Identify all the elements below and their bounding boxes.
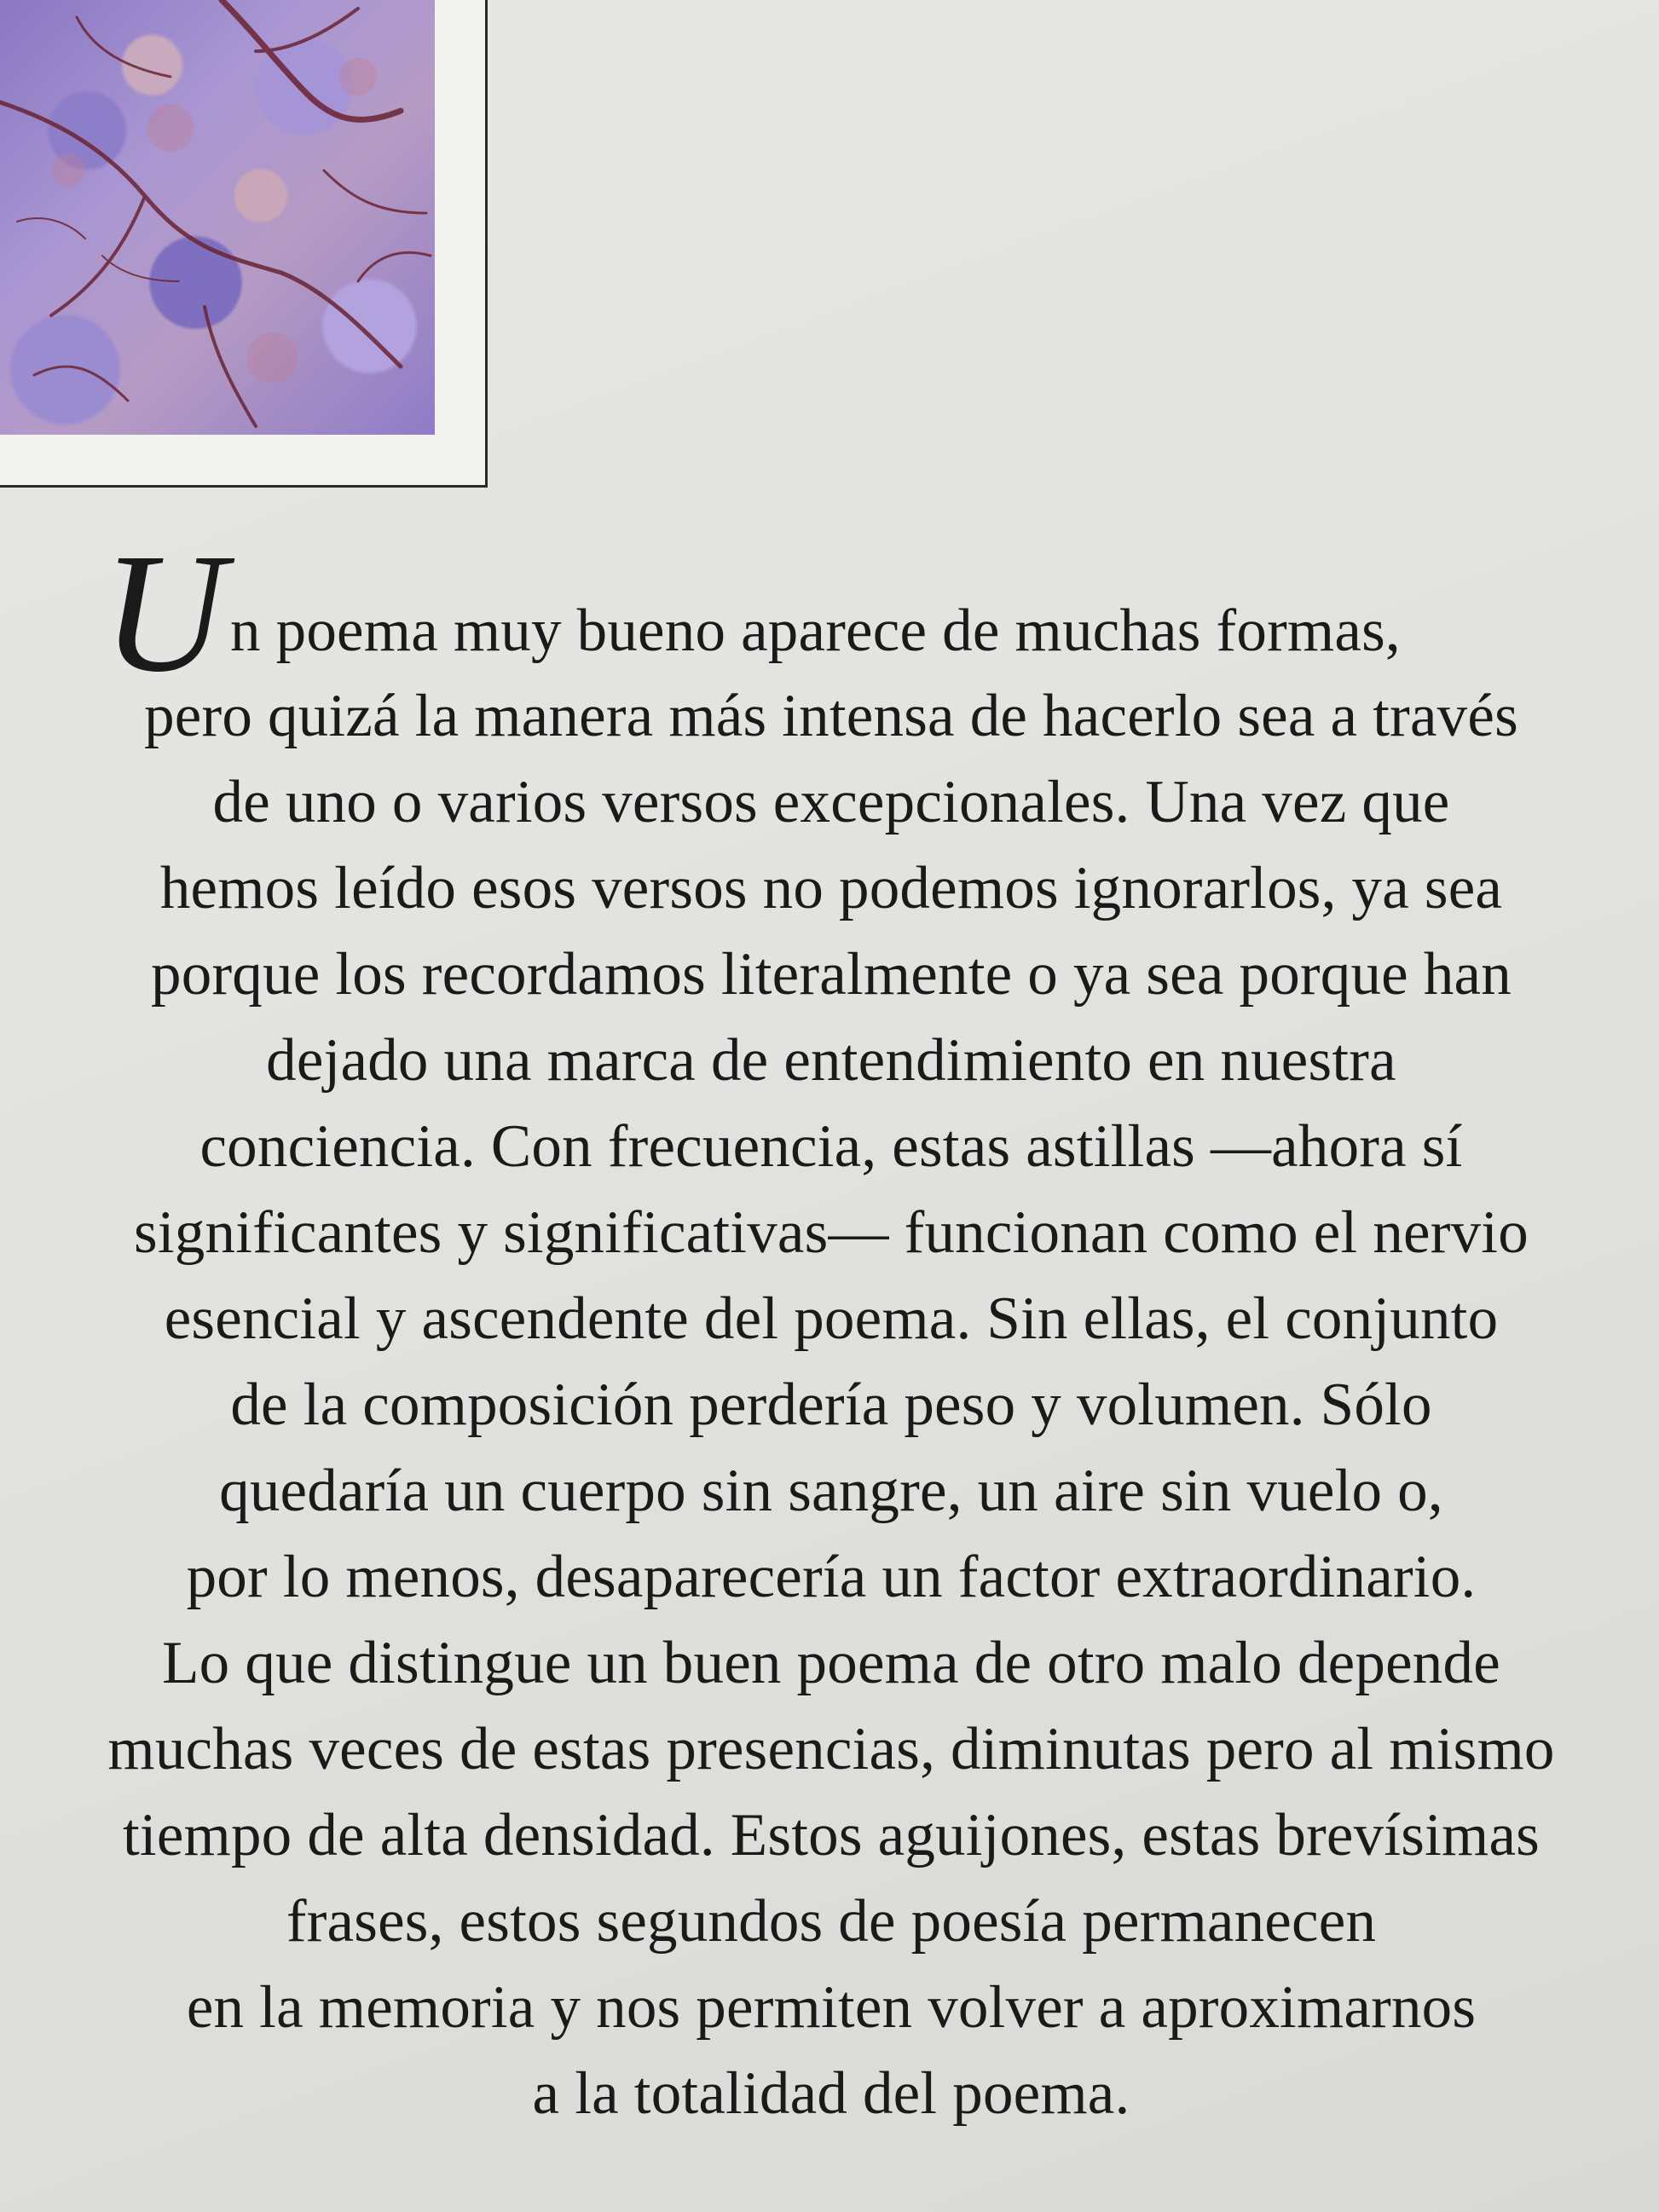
illustration-frame — [0, 0, 488, 488]
paragraph-line: quedaría un cuerpo sin sangre, un aire sin vuelo o, — [219, 1458, 1443, 1524]
paragraph-line: de uno o varios versos excepcionales. Una vez que — [212, 769, 1450, 835]
paragraph-line-text: n poema muy bueno aparece de muchas formas, — [230, 598, 1401, 664]
paragraph-line: frases, estos segundos de poesía permanecen — [286, 1888, 1377, 1955]
illustration-branches — [0, 0, 435, 435]
paragraph-line: en la memoria y nos permiten volver a aproximarnos — [186, 1974, 1477, 2041]
paragraph-line: porque los recordamos literalmente o ya sea porque han — [151, 941, 1512, 1008]
paragraph-line: hemos leído esos versos no podemos ignorarlos, ya sea — [159, 855, 1503, 921]
paragraph-line-first — [17, 519, 1645, 707]
body-paragraph — [17, 519, 1645, 2137]
paragraph-line: esencial y ascendente del poema. Sin ellas, el conjunto — [164, 1285, 1499, 1352]
paragraph-line: conciencia. Con frecuencia, estas astillas —ahora sí — [199, 1113, 1463, 1180]
paragraph-line: significantes y significativas— funcionan como el nervio — [134, 1199, 1529, 1266]
paragraph-line: tiempo de alta densidad. Estos aguijones, estas brevísimas — [122, 1802, 1540, 1868]
paragraph-line: muchas veces de estas presencias, diminutas pero al mismo — [107, 1716, 1555, 1782]
paragraph-line: por lo menos, desaparecería un factor extraordinario. — [186, 1544, 1477, 1610]
paragraph-line: pero quizá la manera más intensa de hacerlo sea a través — [144, 683, 1518, 749]
paragraph-line: a la totalidad del poema. — [532, 2060, 1130, 2127]
illustration-image — [0, 0, 435, 435]
paragraph-line: de la composición perdería peso y volumen. Sólo — [230, 1372, 1432, 1438]
drop-cap: U — [102, 519, 226, 707]
paragraph-line: dejado una marca de entendimiento en nuestra — [266, 1027, 1396, 1094]
paragraph-line: Lo que distingue un buen poema de otro malo depende — [162, 1630, 1500, 1696]
